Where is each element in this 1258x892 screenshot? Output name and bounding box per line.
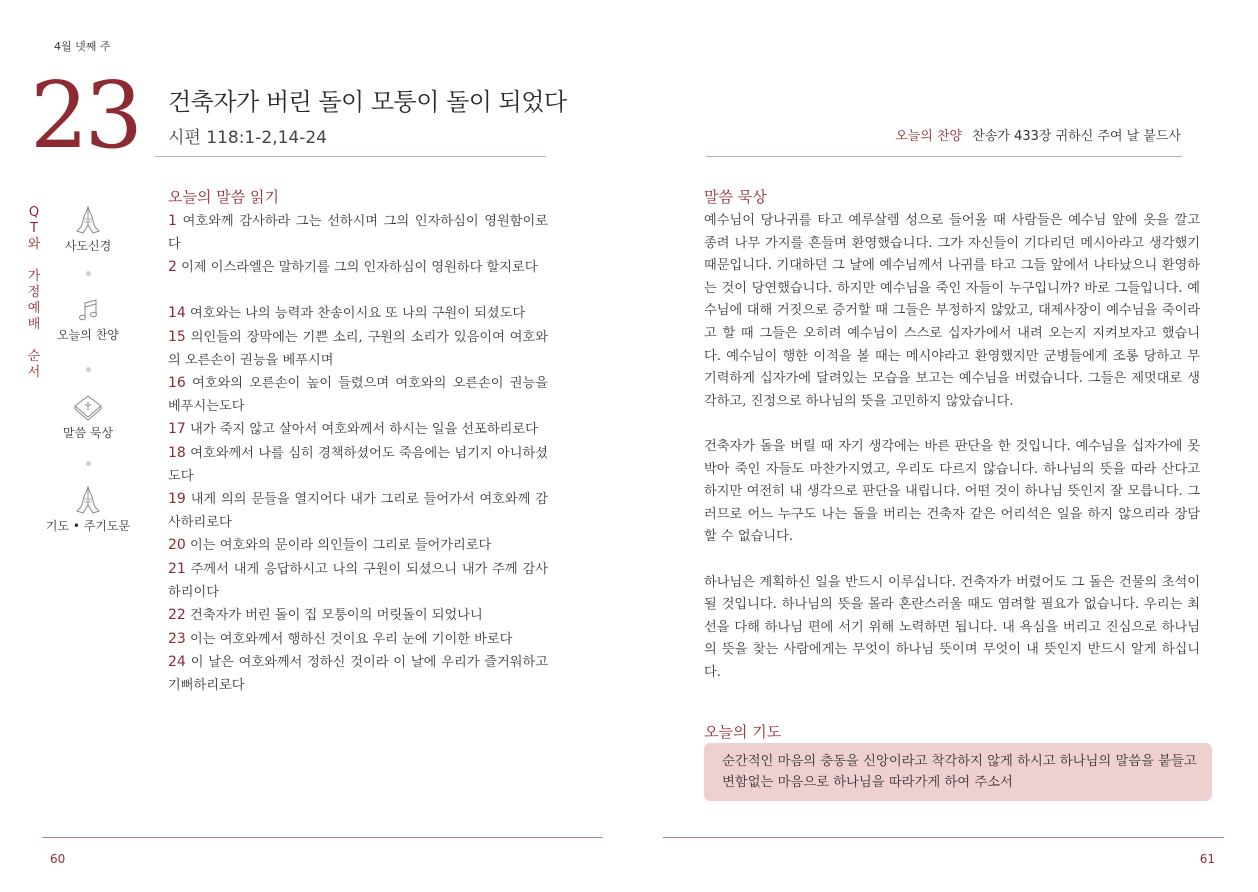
verse: 20 이는 여호와의 문이라 의인들이 그리로 들어가리로다: [168, 537, 492, 554]
meditation-paragraph: 하나님은 계획하신 일을 반드시 이루십니다. 건축자가 버렸어도 그 돌은 건물의 초석이 될 것입니다. 하나님의 뜻을 몰라 혼란스러울 때도 염려할 필요가 없습니다. 우리는 최선을 다해 하나님 편에 서기 위해 노력하면 됩니다. 내 욕심을 버리고 진심으로 하나님의 뜻을 찾는 사람에게는 무엇이 하나님 뜻이며 무엇이 내 뜻인지 반드시 알게 하십니다.: [704, 574, 1200, 680]
meditation-heading: 말씀 묵상: [704, 188, 767, 206]
verse: 17 내가 죽지 않고 살아서 여호와께서 하시는 일을 선포하리로다: [168, 421, 538, 438]
verse: 23 이는 여호와께서 행하신 것이요 우리 눈에 기이한 바로다: [168, 630, 513, 647]
sidebar-item-label: 오늘의 찬양: [57, 328, 119, 342]
sidebar-item-label: 기도 • 주기도문: [45, 519, 131, 533]
sidebar-item-label: 말씀 묵상: [62, 426, 114, 440]
vertical-char: 예: [27, 301, 41, 316]
vertical-char: 정: [27, 285, 41, 300]
hymn-text: 찬송가 433장 귀하신 주여 날 붙드사: [972, 129, 1181, 144]
prayer-box: 순간적인 마음의 충동을 신앙이라고 착각하지 않게 하시고 하나님의 말씀을 붙들고 변함없는 마음으로 하나님을 따라가게 하여 주소서: [704, 743, 1212, 801]
verse: 15 의인들의 장막에는 기쁜 소리, 구원의 소리가 있음이여 여호와의 오른손이 권능을 베푸시며: [168, 328, 548, 368]
vertical-char: 서: [27, 365, 41, 380]
day-number: 23: [30, 62, 140, 169]
music-note-icon: [76, 298, 100, 324]
vertical-char: 가: [27, 269, 41, 284]
sidebar-dot: [86, 367, 91, 372]
meditation-paragraph: 예수님이 당나귀를 타고 예루살렘 성으로 들어올 때 사람들은 예수님 앞에 옷을 깔고 종려 나무 가지를 흔들며 환영했습니다. 그가 자신들이 기다리던 메시아라고 생각했기 때문입니다. 기대하던 그 날에 예수님께서 나귀를 타고 그들 앞에서 나타났으니 환영하는 것이 당연했습니다. 하지만 예수님을 죽인 자들이 누구입니까? 바로 그들입니다. 예수님에 대해 거짓으로 증거할 때 그들은 부정하지 않았고, 대제사장이 예수님을 죽이라고 할 때 그들은 오히려 예수님이 스스로 십자가에서 내려 오는지 지켜보자고 했습니다. 예수님이 행한 이적을 볼 때는 메시야라고 환영했지만 군병들에게 조롱 당하고 무기력하게 십자가에 달려있는 모습을 보고는 예수님을 버렸습니다. 그들은 제멋대로 생각하고, 진정으로 하나님의 뜻을 고민하지 않았습니다.: [704, 213, 1200, 409]
sidebar-item-prayer: [43, 485, 133, 534]
verse: 1 여호와께 감사하라 그는 선하시며 그의 인자하심이 영원함이로다: [168, 213, 548, 252]
verse: 19 내게 의의 문들을 열지어다 내가 그리로 들어가서 여호와께 감사하리로다: [168, 491, 548, 530]
page-number-right: 61: [1199, 852, 1215, 866]
vertical-char: 와: [27, 237, 41, 252]
vertical-gap: [27, 253, 41, 269]
prayer-heading: 오늘의 기도: [704, 723, 782, 741]
vertical-char: 배: [27, 317, 41, 332]
verse-gap: [168, 280, 548, 303]
sidebar-item-hymn: [43, 298, 133, 343]
vertical-char: 순: [27, 349, 41, 364]
sidebar-item-creed: [43, 205, 133, 254]
scripture-reference: 시편 118:1-2,14-24: [168, 128, 327, 148]
verse: 2 이제 이스라엘은 말하기를 그의 인자하심이 영원하다 할지로다: [168, 259, 538, 276]
sidebar-dot: [86, 271, 91, 276]
footer-divider-right: [663, 837, 1224, 838]
verse: 22 건축자가 버린 돌이 집 모퉁이의 머릿돌이 되었나니: [168, 607, 483, 624]
hymn-label: 오늘의 찬양: [895, 129, 963, 144]
reading-heading: 오늘의 말씀 읽기: [168, 188, 279, 206]
vertical-char: Q: [28, 205, 40, 220]
verse: 14 여호와는 나의 능력과 찬송이시요 또 나의 구원이 되셨도다: [168, 305, 526, 322]
sidebar-vertical-title: [27, 205, 41, 381]
bible-icon: [72, 392, 104, 422]
verse: 24 이 날은 여호와께서 정하신 것이라 이 날에 우리가 즐거워하고 기뻐하리로다: [168, 654, 548, 693]
verses-block: [168, 210, 548, 697]
meditation-paragraph: 건축자가 돌을 버릴 때 자기 생각에는 바른 판단을 한 것입니다. 예수님을 십자가에 못박아 죽인 자들도 마찬가지였고, 우리도 다르지 않습니다. 하나님의 뜻을 따라 산다고 하지만 여전히 내 생각으로 판단을 내립니다. 어떤 것이 하나님 뜻인지 잘 모릅니다. 그러므로 어느 누구도 나는 돌을 버리는 건축자 같은 어리석은 일을 하지 않으리라 장담할 수 없습니다.: [704, 438, 1200, 545]
verse: 18 여호와께서 나를 심히 경책하셨어도 죽음에는 넘기지 아니하셨도다: [168, 444, 548, 484]
praying-hands-icon: [74, 485, 102, 515]
page-title: 건축자가 버린 돌이 모퉁이 돌이 되었다: [168, 88, 567, 116]
header-divider-left: [155, 156, 546, 157]
page-number-left: 60: [50, 852, 66, 866]
vertical-char: T: [30, 221, 38, 236]
verse: 21 주께서 내게 응답하시고 나의 구원이 되셨으니 내가 주께 감사하리이다: [168, 560, 548, 600]
header-divider-right: [706, 156, 1182, 157]
week-label: 4월 넷째 주: [54, 40, 111, 53]
sidebar-dot: [86, 461, 91, 466]
meditation-body: [704, 210, 1200, 707]
praying-hands-icon: [74, 205, 102, 235]
sidebar-item-meditation: [43, 392, 133, 441]
vertical-gap: [27, 333, 41, 349]
verse: 16 여호와의 오른손이 높이 들렸으며 여호와의 오른손이 권능을 베푸시는도다: [168, 375, 548, 414]
hymn-line: [895, 125, 1181, 144]
sidebar-item-label: 사도신경: [64, 239, 112, 253]
footer-divider-left: [42, 837, 603, 838]
